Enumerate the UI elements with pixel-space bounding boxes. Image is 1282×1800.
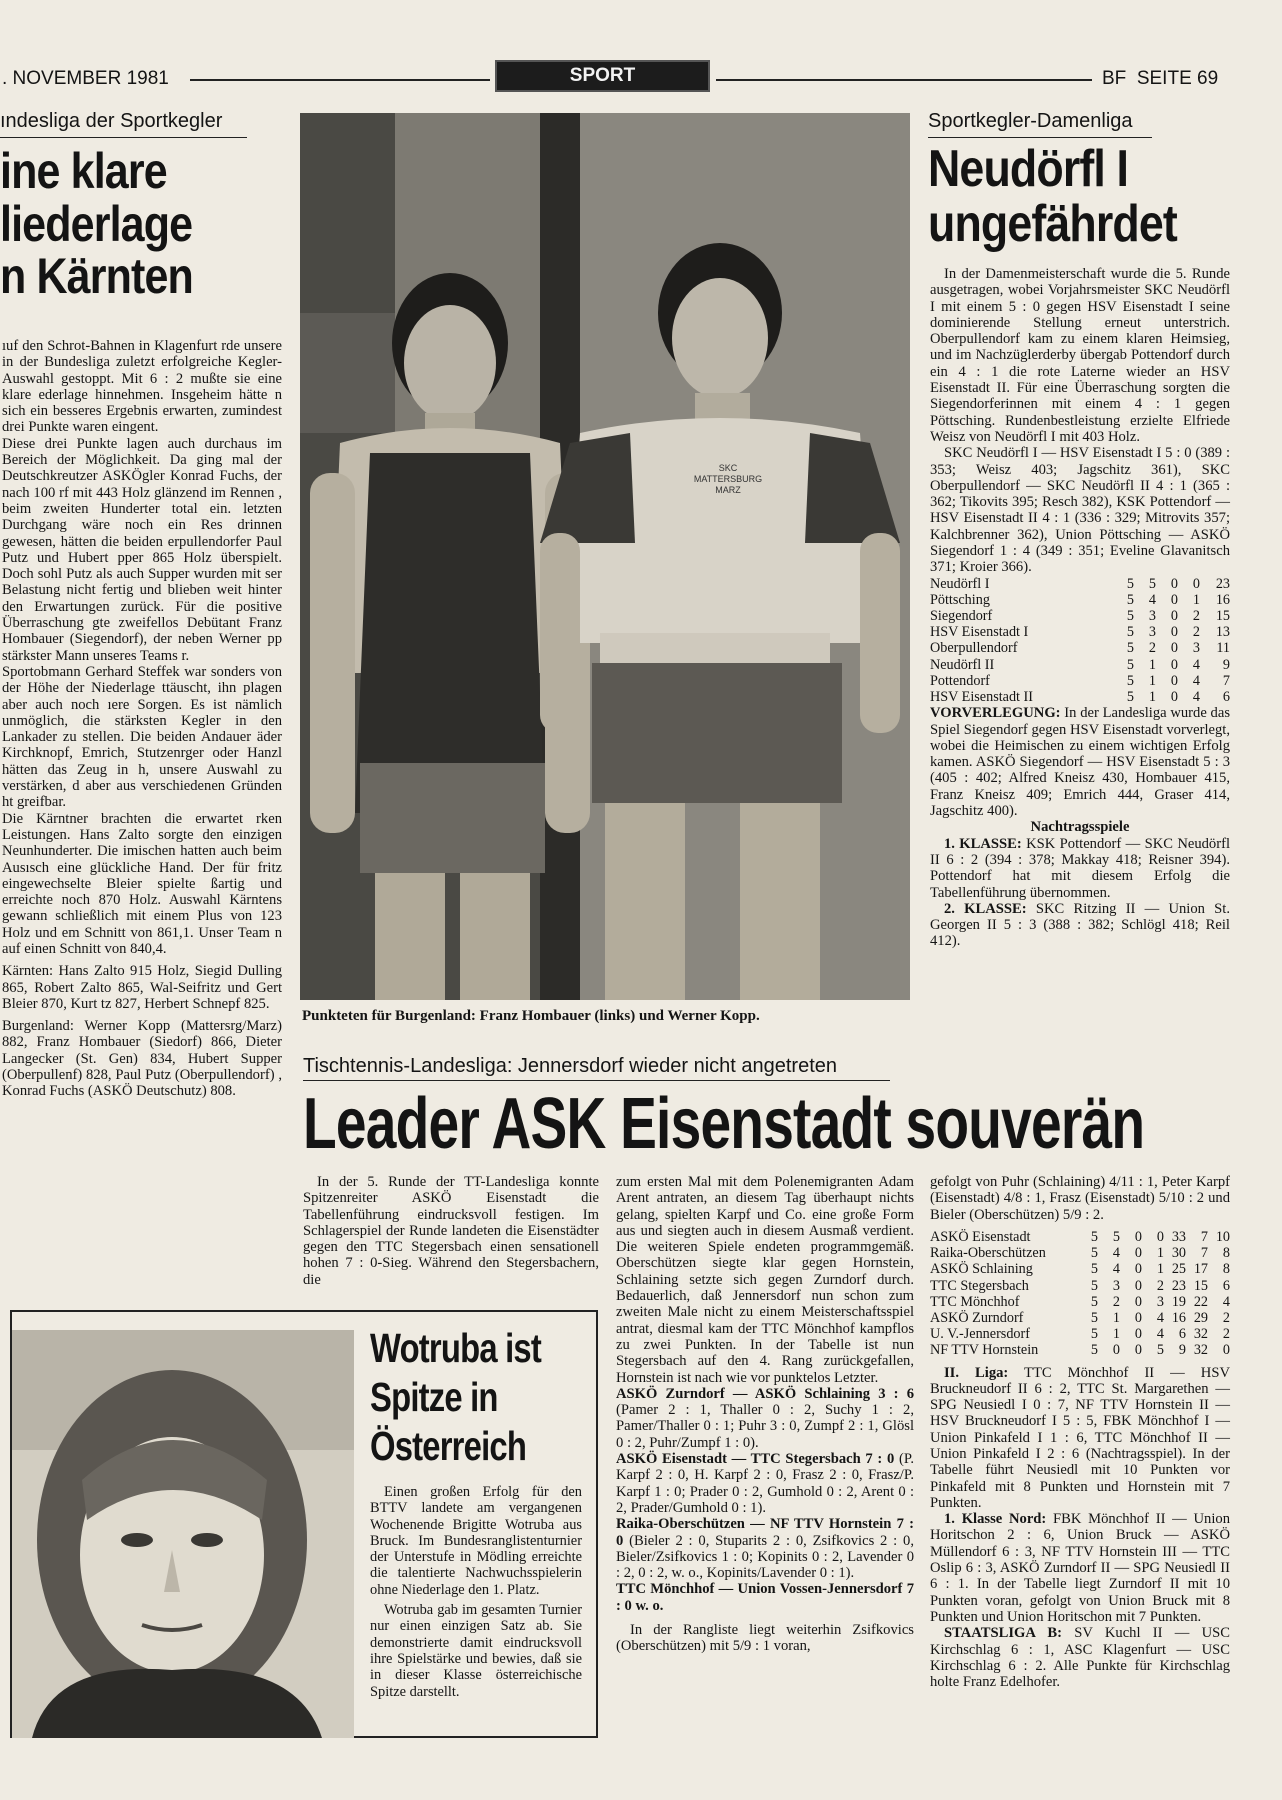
table-cell: 9: [1222, 656, 1230, 673]
table-cell: 2: [1192, 608, 1200, 625]
tt-match-2: [616, 1451, 914, 1516]
left-headline: [0, 145, 290, 303]
table-cell: 2: [1222, 1326, 1230, 1343]
table-cell: 1: [1148, 689, 1156, 706]
table-cell: 5: [1126, 591, 1134, 608]
left-headline-line-3: n Kärnten: [0, 248, 193, 304]
table-cell: 16: [1215, 591, 1230, 608]
wotruba-headline-line-2: Spitze in: [370, 1374, 498, 1420]
tt-liga2: [930, 1365, 1230, 1512]
tt-liga2-text: TTC Mönchhof II — HSV Bruckneudorf II 6 : 2, TTC St. Margarethen — SPG Neusiedl I 0 : 7, NF TTV Hornstein II — HSV Bruckneudorf I 5 : 5, FBK Mönchhof I — Union Pinkafeld I 1 : 6, TTC Mönchhof II — Union Pinkafeld I 2 : 6 (Nachtragsspiel). In der Tabelle führt Neusiedl mit 10 Punkten vor Pinkafeld mit 8 Punkten und Hornstein mit 7 Punkten.: [930, 1364, 1230, 1511]
table-cell: 5: [1090, 1293, 1098, 1310]
klasse2-text: SKC Ritzing II — Union St. Georgen II 5 : 3 (388 : 382; Schlögl 418; Reil 412).: [930, 900, 1231, 950]
table-cell: 5: [1126, 672, 1134, 689]
table-cell: 1: [1148, 656, 1156, 673]
table-cell: 5: [1090, 1326, 1098, 1343]
team-name: HSV Eisenstadt I: [930, 624, 1029, 641]
table-cell: 0: [1134, 1309, 1142, 1326]
table-cell: 9: [1178, 1342, 1186, 1359]
team-name: ASKÖ Schlaining: [930, 1261, 1033, 1278]
tt-rangliste: In der Rangliste liegt weiterhin Zsifkovics (Oberschützen) mit 5/9 : 1 voran,: [616, 1622, 914, 1655]
tt-headline: Leader ASK Eisenstadt souverän: [303, 1084, 1145, 1164]
table-cell: 0: [1170, 608, 1178, 625]
table-cell: 7: [1200, 1245, 1208, 1262]
table-cell: 13: [1215, 624, 1230, 641]
team-name: NF TTV Hornstein: [930, 1342, 1039, 1359]
table-cell: 4: [1192, 672, 1200, 689]
table-row: [930, 657, 1230, 673]
wotruba-box: [10, 1310, 598, 1738]
table-row: [930, 592, 1230, 608]
tt-nord: [930, 1511, 1230, 1625]
team-name: TTC Mönchhof: [930, 1293, 1020, 1310]
team-name: Raika-Oberschützen: [930, 1245, 1046, 1262]
wotruba-headline-line-3: Österreich: [370, 1423, 527, 1469]
tt-match-1-label: ASKÖ Zurndorf — ASKÖ Schlaining 3 : 6: [616, 1385, 914, 1402]
tt-col-2: [616, 1174, 914, 1655]
tt-col-1: [303, 1174, 599, 1288]
table-cell: 4: [1192, 689, 1200, 706]
team-name: U. V.-Jennersdorf: [930, 1326, 1030, 1343]
nachtrag-title: Nachtragsspiele: [1030, 819, 1130, 836]
tt-liga2-label: II. Liga:: [944, 1364, 1009, 1381]
table-cell: 0: [1134, 1228, 1142, 1245]
table-cell: 4: [1112, 1245, 1120, 1262]
table-row: [930, 640, 1230, 656]
table-cell: 32: [1193, 1342, 1208, 1359]
table-cell: 16: [1171, 1309, 1186, 1326]
table-cell: 5: [1090, 1245, 1098, 1262]
table-row: [930, 576, 1230, 592]
table-cell: 0: [1170, 689, 1178, 706]
table-row: [930, 1229, 1230, 1245]
table-cell: 1: [1112, 1326, 1120, 1343]
table-cell: 0: [1170, 640, 1178, 657]
team-photo-image: [300, 113, 910, 1000]
wotruba-headline-line-1: Wotruba ist: [370, 1325, 541, 1371]
table-cell: 0: [1170, 591, 1178, 608]
table-cell: 5: [1126, 575, 1134, 592]
table-cell: 4: [1148, 591, 1156, 608]
table-row: [930, 689, 1230, 705]
tt-kicker-rule: [303, 1080, 890, 1081]
table-cell: 11: [1216, 640, 1230, 657]
wotruba-paragraph-1: Einen großen Erfolg für den BTTV landete am vergangenen Wochenende Brigitte Wotruba aus Bruck. Im Bundesranglistenturnier der Unterstufe in Mödling erreichte die talentierte Nachwuchsspielerin ohne Niederlage den 1. Platz.: [370, 1484, 582, 1598]
header-rule-right: [716, 79, 1092, 81]
table-cell: 5: [1126, 689, 1134, 706]
table-cell: 0: [1156, 1228, 1164, 1245]
table-cell: 6: [1222, 1277, 1230, 1294]
table-cell: 0: [1222, 1342, 1230, 1359]
table-cell: 1: [1156, 1245, 1164, 1262]
page-number: BF SEITE 69: [1102, 68, 1219, 89]
tt-match-4: [616, 1581, 914, 1614]
table-cell: 3: [1192, 640, 1200, 657]
tt-col1-text: In der 5. Runde der TT-Landesliga konnte Spitzenreiter ASKÖ Eisenstadt die Tabellenführung eindrucksvoll festigen. Im Schlagerspiel der Runde landeten die Eisenstädter gegen den TTC Stegersbach einen sensationell hohen 7 : 0-Sieg. Während den Stegersbachern, die: [303, 1174, 599, 1288]
table-cell: 8: [1222, 1245, 1230, 1262]
team-name: Pottendorf: [930, 672, 990, 689]
table-cell: 0: [1170, 672, 1178, 689]
left-kicker: ındesliga der Sportkegler: [0, 110, 223, 132]
klasse2-label: 2. KLASSE:: [944, 900, 1027, 917]
table-cell: 5: [1090, 1277, 1098, 1294]
left-paragraph-2: Diese drei Punkte lagen auch durchaus im Bereich der Möglichkeit. Da ging mal der Deutschkreutzer ASKÖgler Konrad Fuchs, der nach 100 rf mit 443 Holz glänzend im Rennen , beim zweiten Hunderter total ein. letzten Durchgang wäre noch ein Res drinnen gewesen, hätten die beiden erpullendorfer Paul Putz und Hubert pper 865 Holz überspielt. Doch sohl Putz als auch Supper wurden mit ser Belastung nicht fertig und blieben weit hinter den Erwartungen zurück. Für die positive Überraschung gte zweifellos Debütant Franz Hombauer (Siegendorf), der neben Werner pp stärkster Mann unseres Teams r.: [2, 435, 282, 664]
left-paragraph-6: Burgenland: Werner Kopp (Mattersrg/Marz) 882, Franz Hombauer (Siedorf) 866, Dieter Langecker (St. Gen) 834, Hubert Supper (Oberpullenf) 828, Paul Putz (Oberpullendorf) , Konrad Fuchs (ASKÖ Deutschutz) 808.: [2, 1018, 282, 1100]
table-cell: 5: [1090, 1228, 1098, 1245]
team-name: TTC Stegersbach: [930, 1277, 1029, 1294]
tt-kicker: Tischtennis-Landesliga: Jennersdorf wieder nicht angetreten: [303, 1055, 838, 1077]
table-row: [930, 1294, 1230, 1310]
tt-match-4-label: TTC Mönchhof — Union Vossen-Jennersdorf 7 : 0 w. o.: [616, 1581, 914, 1614]
table-row: [930, 673, 1230, 689]
table-row: [930, 1261, 1230, 1277]
right-body: [930, 266, 1230, 950]
left-paragraph-4: Die Kärntner brachten die erwartet rken Leistungen. Hans Zalto sorgte den einzigen Neunhunderter. Die imischen hatten auch beim Ausısch eine glückliche Hand. Der für fritz eingewechselte Bleier spielte ßartig und erreichte noch 870 Holz. Auswahl Kärntens gewann schließlich mit einem Plus von 123 Holz und em Schnitt von 861,1. Unser Team n auf einen Schnitt von 840,4.: [2, 810, 282, 957]
team-name: ASKÖ Zurndorf: [930, 1309, 1024, 1326]
table-row: [930, 1342, 1230, 1358]
left-paragraph-3: Sportobmann Gerhard Steffek war sonders von der Höhe der Niederlage ttäuscht, ihn plagen aber auch noch ıere Sorgen. Es ist nämlich unmöglich, die stärksten Kegler in den Lankader zu stellen. Die beiden Andauer äder Kirchknopf, Emrich, Stutzenrger oder Hanzl hätten das Zeug in h, unsere Auswahl zu verstärken, d aber aus verschiedenen Gründen ht greifbar.: [2, 663, 282, 811]
team-name: Neudörfl I: [930, 575, 990, 592]
right-headline-line-1: Neudörfl I: [928, 140, 1129, 198]
right-kicker-rule: [928, 137, 1152, 138]
tt-staats-text: SV Kuchl II — USC Kirchschlag 6 : 1, ASC Klagenfurt — USC Kirchschlag 6 : 2. Alle Punkte für Kirchschlag holte Franz Edelhofer.: [930, 1625, 1230, 1691]
table-cell: 2: [1148, 640, 1156, 657]
table-cell: 0: [1170, 624, 1178, 641]
tt-match-2-label: ASKÖ Eisenstadt — TTC Stegersbach 7 : 0: [616, 1451, 895, 1468]
table-cell: 2: [1112, 1293, 1120, 1310]
table-cell: 3: [1112, 1277, 1120, 1294]
table-cell: 0: [1134, 1293, 1142, 1310]
shirt-text: SKC MATTERSBURG MARZ: [693, 463, 763, 495]
team-photo: [300, 113, 910, 1024]
table-row: [930, 1278, 1230, 1294]
table-cell: 5: [1090, 1309, 1098, 1326]
table-row: [930, 1326, 1230, 1342]
tt-match-3: [616, 1516, 914, 1581]
table-cell: 2: [1192, 624, 1200, 641]
header-rule-left: [190, 79, 490, 81]
tt-standings-table: [930, 1229, 1230, 1359]
klasse1-label: 1. KLASSE:: [944, 835, 1022, 852]
left-paragraph-1: ıuf den Schrot-Bahnen in Klagenfurt rde unsere in der Bundesliga zuletzt erfolgreiche Kegler-Auswahl gestoppt. Mit 6 : 2 mußte sie eine klare ederlage hinnehmen. Insgeheim hätte n sich ein besseres Ergebnis erwarten, zumindest drei Punkte waren eingent.: [2, 338, 282, 436]
tt-match-3-detail: (Bieler 2 : 0, Stuparits 2 : 0, Zsifkovics 2 : 0, Bieler/Zsifkovics 1 : 0; Kopinits 0 : 2, Lavender 0 : 2, 0 : 2, w. o., Kopinits/Lavender 0 : 1).: [616, 1532, 914, 1582]
table-cell: 5: [1148, 575, 1156, 592]
table-cell: 22: [1193, 1293, 1208, 1310]
left-paragraph-5: Kärnten: Hans Zalto 915 Holz, Siegid Dulling 865, Robert Zalto 865, Wal-Seifritz und Gert Bleier 870, Kurt tz 827, Herbert Schnepf 825.: [2, 963, 282, 1012]
team-name: ASKÖ Eisenstadt: [930, 1228, 1031, 1245]
left-body: [2, 338, 282, 1100]
team-name: Oberpullendorf: [930, 640, 1018, 657]
tt-col3-text: gefolgt von Puhr (Schlaining) 4/11 : 1, Peter Karpf (Eisenstadt) 4/8 : 1, Frasz (Eisenstadt) 5/10 : 2 und Bieler (Oberschützen) 5/9 : 2.: [930, 1174, 1230, 1223]
table-cell: 17: [1193, 1261, 1208, 1278]
table-cell: 0: [1134, 1277, 1142, 1294]
table-cell: 2: [1222, 1309, 1230, 1326]
wotruba-headline: [370, 1324, 600, 1471]
wotruba-photo: [12, 1330, 354, 1738]
table-cell: 5: [1126, 640, 1134, 657]
right-results: SKC Neudörfl I — HSV Eisenstadt I 5 : 0 (389 : 353; Weisz 403; Jagschitz 361), SKC Oberpullendorf — SKC Neudörfl II 4 : 1 (365 : 362; Tikovits 395; Resch 382), KSK Pottendorf — HSV Eisenstadt II 4 : 1 (336 : 329; Mitrovits 357; Kalchbrenner 362), Union Pöttsching — ASKÖ Siegendorf 1 : 4 (349 : 351; Eveline Glavanitsch 371; Kroier 366).: [930, 445, 1230, 576]
table-cell: 4: [1192, 656, 1200, 673]
table-cell: 0: [1192, 575, 1200, 592]
table-cell: 5: [1126, 608, 1134, 625]
tt-match-1-detail: (Pamer 2 : 1, Thaller 0 : 2, Suchy 1 : 2, Pamer/Thaller 0 : 1; Puhr 3 : 0, Zumpf 2 : 1, Glösl 0 : 2, Puhr/Zumpf 1 : 0).: [616, 1402, 914, 1451]
table-cell: 32: [1193, 1326, 1208, 1343]
table-cell: 15: [1193, 1277, 1208, 1294]
wotruba-photo-image: [12, 1330, 354, 1738]
issue-date: . NOVEMBER 1981: [2, 68, 169, 89]
tt-staats: [930, 1625, 1230, 1690]
table-cell: 3: [1148, 608, 1156, 625]
wotruba-paragraph-2: Wotruba gab im gesamten Turnier nur einen einzigen Satz ab. Sie demonstrierte damit eindrucksvoll ihre Spielstärke und bewies, daß sie in dieser Klasse österreichische Spitze darstellt.: [370, 1602, 582, 1700]
team-name: HSV Eisenstadt II: [930, 689, 1033, 706]
klasse2-paragraph: [930, 901, 1230, 950]
right-headline-line-2: ungefährdet: [928, 194, 1177, 253]
table-cell: 5: [1112, 1228, 1120, 1245]
left-kicker-rule: [0, 137, 247, 138]
photo-caption: Punkteten für Burgenland: Franz Hombauer (links) und Werner Kopp.: [302, 1008, 760, 1024]
table-cell: 0: [1170, 575, 1178, 592]
table-row: [930, 1245, 1230, 1261]
tt-nord-label: 1. Klasse Nord:: [944, 1511, 1047, 1528]
left-headline-line-2: liederlage: [0, 195, 193, 252]
wotruba-body: [370, 1484, 582, 1700]
vorverlegung-paragraph: [930, 705, 1230, 819]
table-cell: 7: [1222, 672, 1230, 689]
right-intro: In der Damenmeisterschaft wurde die 5. Runde ausgetragen, wobei Vorjahrsmeister SKC Neudörfl I mit einem 5 : 0 gegen HSV Eisenstadt I seine dominierende Stellung erneut unterstrich. Oberpullendorf kam zu einem klaren Heimsieg, und im Nachzüglerderby übergab Pottendorf durch ein 4 : 1 die rote Laterne wieder an HSV Eisenstadt II. Für eine Überraschung sorgten die Siegendorferinnen mit einem 4 : 1 gegen Pöttsching. Rundenbestleistung erzielte Elfriede Weisz von Neudörfl I mit 403 Holz.: [930, 266, 1230, 445]
right-kicker: Sportkegler-Damenliga: [928, 110, 1133, 132]
tt-col2-text: zum ersten Mal mit dem Polenemigranten Adam Arent antraten, an diesem Tag überhaupt nichts gelang, spielten Karpf und Co. eine große Form aus und siegten auch in diesem Ausmaß verdient. Die weiteren Spiele endeten programmgemäß. Oberschützen siegte klar gegen Hornstein, Schlaining setzte sich gegen Zurndorf durch. Bedauerlich, daß Jennersdorf nun schon zum zweiten Male nicht zu einem Meisterschaftsspiel antrat, diesmal kam der TTC Mönchhof kampflos zu zwei Punkten. In der Tabelle ist nun Stegersbach auf den 4. Rang zurückgefallen, Hornstein ist nach wie vor punktelos Letzter.: [616, 1174, 914, 1386]
table-cell: 5: [1156, 1342, 1164, 1359]
table-cell: 1: [1156, 1261, 1164, 1278]
team-name: Siegendorf: [930, 608, 993, 625]
table-cell: 29: [1193, 1309, 1208, 1326]
table-cell: 33: [1171, 1228, 1186, 1245]
klasse1-text: KSK Pottendorf — SKC Neudörfl II 6 : 2 (394 : 378; Makkay 418; Reisner 394). Pottendorf hat mit diesem Erfolg die Tabellenführung übernommen.: [930, 835, 1231, 901]
table-cell: 4: [1156, 1326, 1164, 1343]
table-cell: 7: [1200, 1228, 1208, 1245]
tt-col-3: [930, 1174, 1230, 1690]
table-cell: 1: [1192, 591, 1200, 608]
table-cell: 23: [1215, 575, 1230, 592]
table-row: [930, 608, 1230, 624]
table-cell: 4: [1112, 1261, 1120, 1278]
table-cell: 1: [1112, 1309, 1120, 1326]
table-cell: 5: [1090, 1261, 1098, 1278]
table-cell: 10: [1215, 1228, 1230, 1245]
table-row: [930, 624, 1230, 640]
vorverlegung-text: In der Landesliga wurde das Spiel Siegendorf gegen HSV Eisenstadt vorverlegt, wobei die Heimischen zu einem wichtigen Erfolg kamen. ASKÖ Siegendorf — HSV Eisenstadt 5 : 3 (405 : 402; Alfred Kneisz 430, Hombauer 415, Franz Kneisz 409; Emrich 444, Graser 414, Jagschitz 400).: [930, 705, 1230, 820]
table-cell: 5: [1126, 656, 1134, 673]
tt-match-1: [616, 1386, 914, 1451]
table-cell: 30: [1171, 1245, 1186, 1262]
table-cell: 19: [1171, 1293, 1186, 1310]
table-cell: 4: [1222, 1293, 1230, 1310]
table-cell: 3: [1148, 624, 1156, 641]
table-cell: 5: [1126, 624, 1134, 641]
table-cell: 23: [1171, 1277, 1186, 1294]
table-cell: 0: [1134, 1245, 1142, 1262]
table-cell: 6: [1178, 1326, 1186, 1343]
table-cell: 15: [1215, 608, 1230, 625]
tt-match-3-label: Raika-Oberschützen — NF TTV Hornstein 7 : 0: [616, 1516, 914, 1549]
table-cell: 0: [1112, 1342, 1120, 1359]
left-headline-line-1: ine klare: [0, 143, 167, 199]
team-name: Pöttsching: [930, 591, 990, 608]
table-cell: 1: [1148, 672, 1156, 689]
tt-match-2-detail: (P. Karpf 2 : 0, H. Karpf 2 : 0, Frasz 2 : 0, Frasz/P. Karpf 1 : 0; Prader 0 : 2, Gumhold 0 : 2, Arent 0 : 2, Prader/Gumhold 0 : 1).: [616, 1451, 914, 1516]
right-headline: [928, 142, 1268, 251]
table-cell: 25: [1171, 1261, 1186, 1278]
section-badge: [495, 60, 710, 92]
table-cell: 3: [1156, 1293, 1164, 1310]
table-cell: 8: [1222, 1261, 1230, 1278]
table-cell: 0: [1134, 1261, 1142, 1278]
vorverlegung-label: VORVERLEGUNG:: [930, 705, 1061, 722]
table-cell: 0: [1134, 1326, 1142, 1343]
tt-nord-text: FBK Mönchhof II — Union Horitschon 2 : 6, Union Bruck — ASKÖ Müllendorf 6 : 3, NF TTV Hornstein III — TTC Oslip 6 : 3, ASKÖ Zurndorf II — SPG Neusiedl II 6 : 1. In der Tabelle liegt Zurndorf II mit 10 Punkten voran, gefolgt von Union Bruck mit 8 Punkten und Union Horitschon mit 7 Punkten.: [930, 1511, 1230, 1625]
section-label: SPORT: [569, 65, 636, 86]
tt-staats-label: STAATSLIGA B:: [944, 1625, 1062, 1642]
table-cell: 5: [1090, 1342, 1098, 1359]
table-row: [930, 1310, 1230, 1326]
damen-standings-table: [930, 576, 1230, 706]
table-cell: 6: [1222, 689, 1230, 706]
table-cell: 0: [1134, 1342, 1142, 1359]
team-name: Neudörfl II: [930, 656, 995, 673]
klasse1-paragraph: [930, 836, 1230, 901]
table-cell: 2: [1156, 1277, 1164, 1294]
table-cell: 4: [1156, 1309, 1164, 1326]
table-cell: 0: [1170, 656, 1178, 673]
